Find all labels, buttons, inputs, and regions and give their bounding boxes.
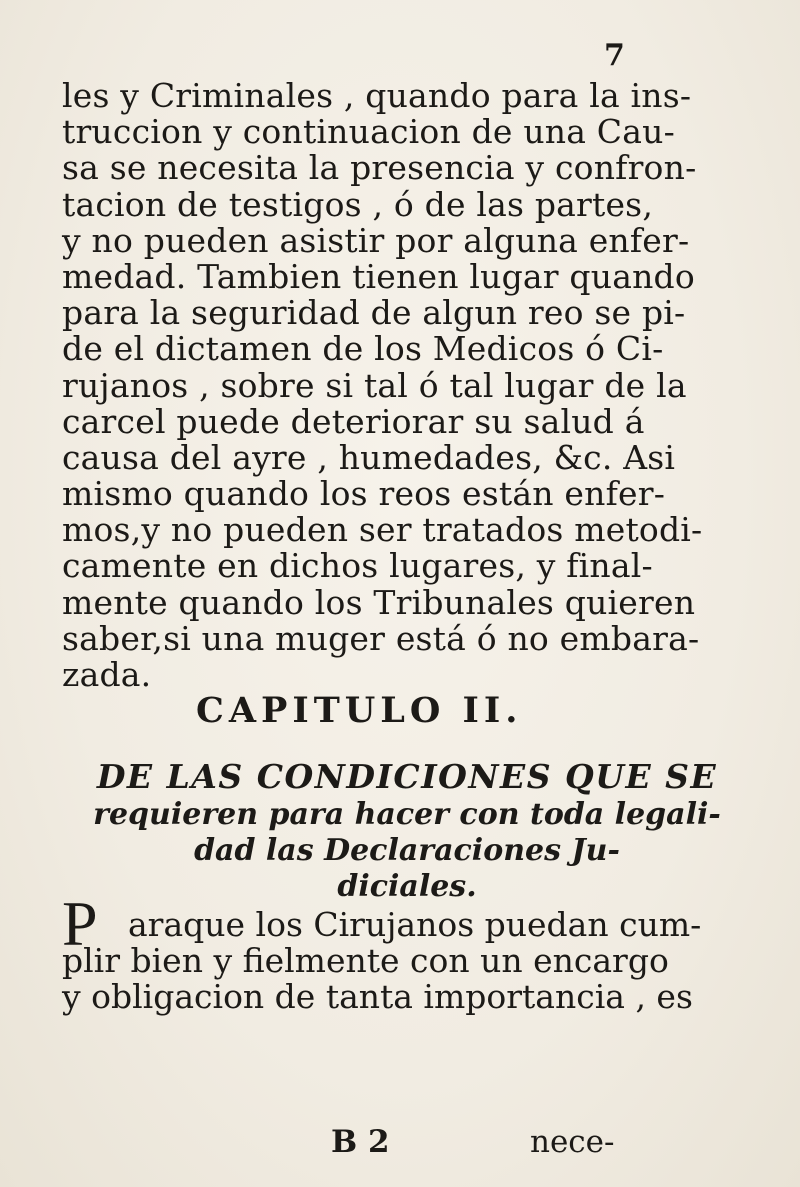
chapter-title-line: requieren para hacer con toda legali- (93, 797, 721, 832)
text-line: zada. (62, 655, 152, 694)
text-line: y obligacion de tanta importancia , es (62, 977, 693, 1017)
chapter-heading: CAPITULO II. (196, 690, 523, 731)
page-footer (62, 1124, 752, 1164)
text-line: mismo quando los reos están enfer- (62, 474, 666, 514)
text-line: tacion de testigos , ó de las partes, (62, 184, 654, 224)
text-line: plir bien y fielmente con un encargo (62, 941, 669, 981)
text-line: saber,si una muger está ó no embara- (62, 618, 700, 658)
drop-cap: P (62, 888, 98, 959)
body-text (62, 78, 752, 693)
text-line: para la seguridad de algun reo se pi- (62, 293, 686, 333)
catchword: nece- (530, 1124, 615, 1160)
page-number: 7 (604, 38, 625, 73)
text-line: mos,y no pueden ser tratados metodi- (62, 510, 703, 550)
chapter-title-line: dad las Declaraciones Ju- (194, 833, 620, 868)
text-line: mente quando los Tribunales quieren (62, 582, 696, 622)
signature-mark: B 2 (331, 1124, 390, 1160)
chapter-title (62, 757, 752, 905)
text-line: causa del ayre , humedades, &c. Asi (62, 437, 676, 477)
text-line: truccion y continuacion de una Cau- (62, 112, 675, 152)
text-line: de el dictamen de los Medicos ó Ci- (62, 329, 664, 369)
chapter-title-line: diciales. (337, 869, 477, 904)
text-line: y no pueden asistir por alguna enfer- (62, 220, 690, 260)
text-line: araque los Cirujanos puedan cum- (128, 905, 702, 944)
text-line: carcel puede deteriorar su salud á (62, 401, 645, 441)
text-line: rujanos , sobre si tal ó tal lugar de la (62, 365, 687, 405)
paragraph (62, 907, 752, 1016)
text-line: medad. Tambien tienen lugar quando (62, 256, 695, 296)
text-line: camente en dichos lugares, y final- (62, 546, 653, 586)
chapter-title-line: DE LAS CONDICIONES QUE SE (96, 757, 718, 796)
text-line: les y Criminales , quando para la ins- (62, 76, 692, 115)
text-line: sa se necesita la presencia y confron- (62, 148, 697, 188)
